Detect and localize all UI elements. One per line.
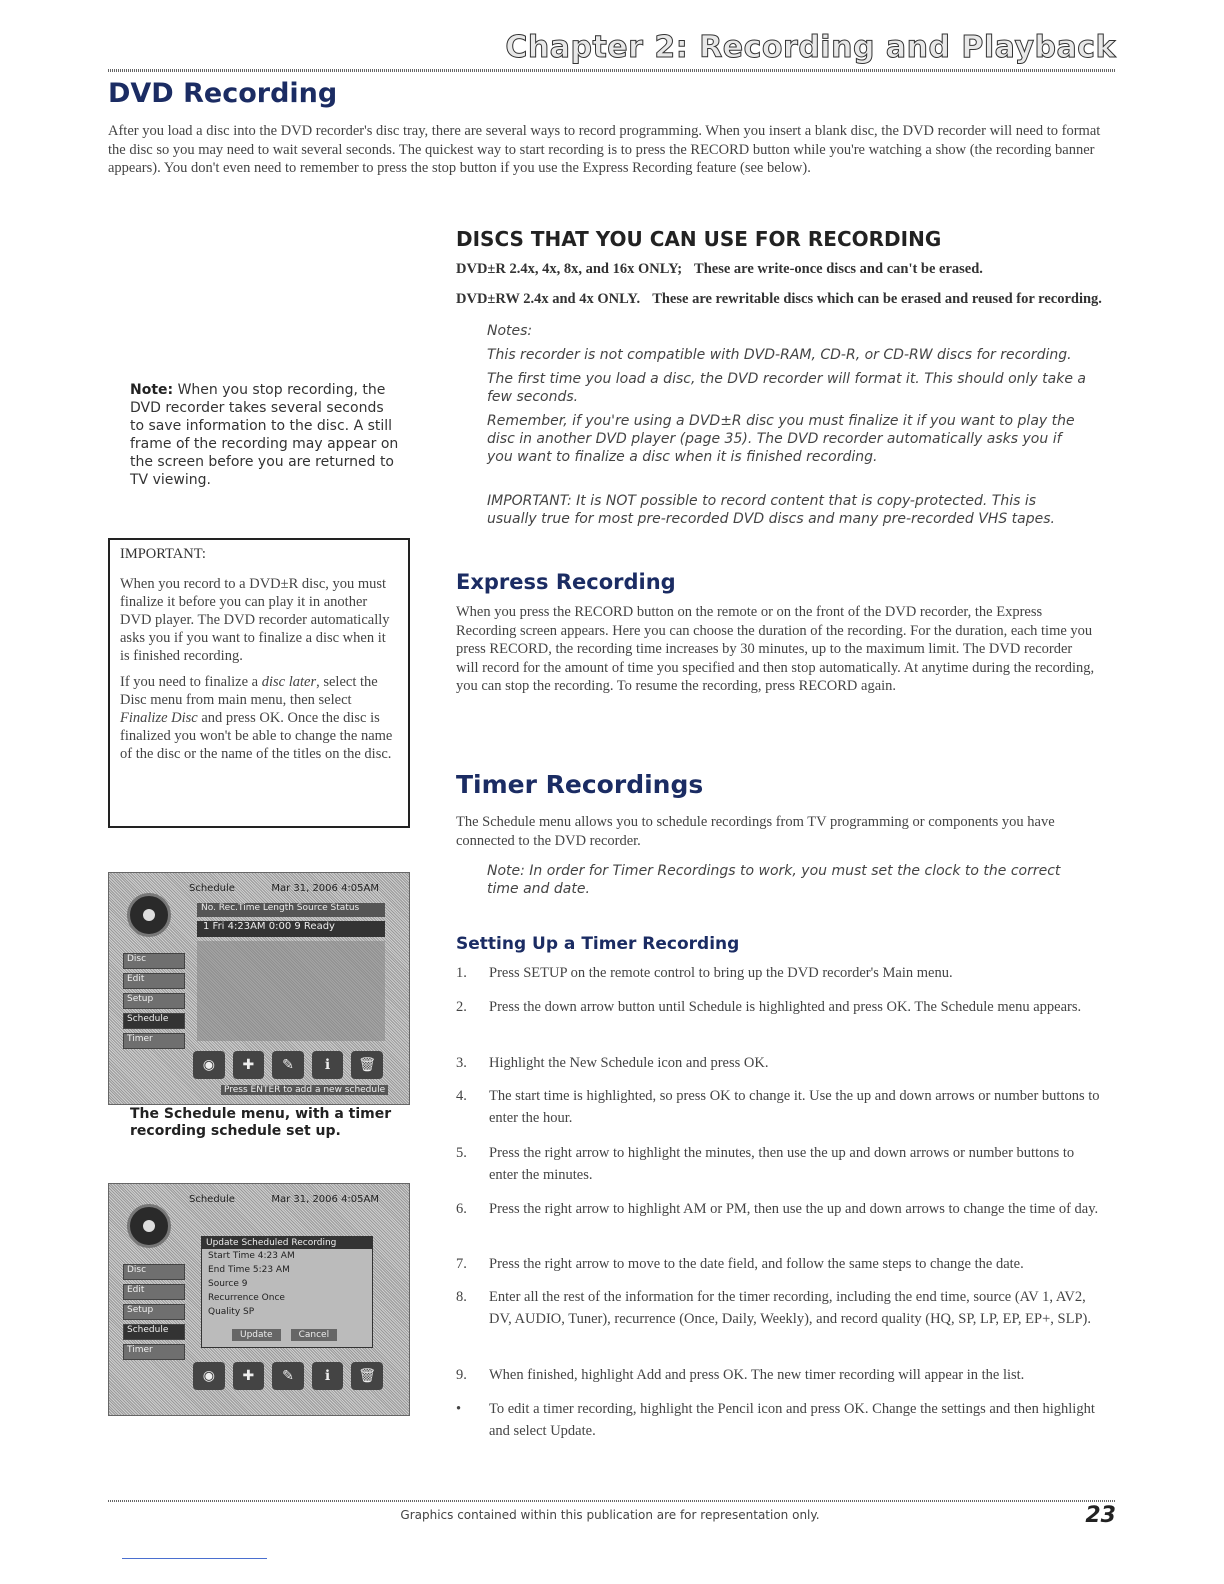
note-item: The first time you load a disc, the DVD recorder will format it. This should only take a few seconds. [487,371,1086,405]
dialog-field: Source 9 [208,1279,248,1289]
menu-item: Setup [123,1304,185,1320]
step-item: 1. Press SETUP on the remote control to bring up the DVD recorder's Main menu. [456,965,953,981]
note-important: IMPORTANT: It is NOT possible to record content that is copy-protected. This is usually true for most pre-recorded DVD discs and many pre-recorded VHS tapes. [487,493,1055,527]
screen-icon-bar [193,1362,383,1390]
step-item: 2. Press the down arrow button until Schedule is highlighted and press OK. The Schedule menu appears. [456,999,1082,1015]
discs-heading: DISCS THAT YOU CAN USE FOR RECORDING [456,227,942,251]
schedule-list-area [197,941,385,1041]
info-icon: ℹ [312,1051,344,1079]
disc-icon [127,1204,171,1248]
header-rule [108,69,1116,72]
menu-item: Timer [123,1033,185,1049]
trash-icon: 🗑 [351,1362,383,1390]
step-item: 9. When finished, highlight Add and press OK. The new timer recording will appear in the list. [456,1367,1025,1383]
note-text: When you stop recording, the DVD recorder takes several seconds to save information to the disc. A still frame of the recording may appear on the screen before you are returned to TV viewing. [130,382,399,488]
menu-item-selected: Schedule [123,1324,185,1340]
important-title: IMPORTANT: [120,546,206,562]
menu-item: Disc [123,953,185,969]
timer-recordings-body: The Schedule menu allows you to schedule recordings from TV programming or components you have connected to the DVD recorder. [456,814,1055,849]
schedule-column-headers: No. Rec.Time Length Source Status [197,903,385,917]
step-item: 3. Highlight the New Schedule icon and press OK. [456,1055,769,1071]
menu-item: Disc [123,1264,185,1280]
screen-icon-bar [193,1051,383,1079]
important-box [108,538,410,828]
important-paragraph-2: If you need to finalize a disc later, select the Disc menu from main menu, then select Finalize Disc and press OK. Once the disc is finalized you won't be able to change the name of the disc or the name of the titles on the disc. [120,674,393,762]
step-item: 7. Press the right arrow to move to the date field, and follow the same steps to change the date. [456,1256,1024,1272]
step-item: 5. Press the right arrow to highlight the minutes, then use the up and down arrows or number buttons to enter the minutes. [456,1145,1075,1183]
dialog-field: Start Time 4:23 AM [208,1251,295,1261]
sidebar-note [130,381,400,489]
step-item: 4. The start time is highlighted, so press OK to change it. Use the up and down arrows or number buttons to enter the hour. [456,1088,1100,1126]
bottom-rule [122,1558,267,1559]
disc-small-icon: ◉ [193,1362,225,1390]
note-item: This recorder is not compatible with DVD-RAM, CD-R, or CD-RW discs for recording. [487,347,1072,363]
screenshot-caption: The Schedule menu, with a timer recording schedule set up. [130,1106,392,1139]
disc-icon [127,893,171,937]
menu-item: Setup [123,993,185,1009]
screen-date: Mar 31, 2006 4:05AM [271,883,379,894]
bullet-item: • To edit a timer recording, highlight the Pencil icon and press OK. Change the settings and then highlight and select Update. [456,1401,1095,1439]
footer-disclaimer: Graphics contained within this publication are for representation only. [400,1508,820,1522]
note-label: Note: [130,382,174,398]
new-schedule-icon: ✚ [233,1362,265,1390]
footer-rule [108,1500,1116,1502]
screen-side-menu [123,1264,185,1364]
menu-item: Edit [123,1284,185,1300]
dialog-field: Quality SP [208,1307,255,1317]
screen-title: Schedule [189,1194,235,1205]
menu-item: Edit [123,973,185,989]
setup-timer-heading: Setting Up a Timer Recording [456,934,740,954]
menu-item-selected: Schedule [123,1013,185,1029]
update-schedule-screenshot [108,1183,410,1416]
disc-type-r: DVD±R 2.4x, 4x, 8x, and 16x ONLY; These are write-once discs and can't be erased. [456,261,983,277]
section-title-dvd-recording: DVD Recording [108,78,338,109]
screen-title: Schedule [189,883,235,894]
update-dialog [201,1236,373,1348]
intro-paragraph: After you load a disc into the DVD recorder's disc tray, there are several ways to record programming. When you insert a blank disc, the DVD recorder will need to format the disc so you may need to wait several seconds. The quickest way to start recording is to press the RECORD button while you're watching a show (the recording banner appears). You don't even need to remember to press the stop button if you use the Express Recording feature (see below). [108,123,1101,176]
disc-small-icon: ◉ [193,1051,225,1079]
schedule-row: 1 Fri 4:23AM 0:00 9 Ready [197,921,385,937]
step-item: 8. Enter all the rest of the information for the timer recording, including the end time, source (AV 1, AV2, DV, AUDIO, Tuner), recurrence (Once, Daily, Weekly), and record quality (HQ, SP, LP, EP, EP+, SLP). [456,1289,1091,1327]
dialog-buttons [232,1329,337,1341]
screen-hint: Press ENTER to add a new schedule [221,1085,388,1095]
new-schedule-icon: ✚ [233,1051,265,1079]
chapter-title: Chapter 2: Recording and Playback [505,30,1116,65]
notes-label: Notes: [487,323,533,339]
menu-item: Timer [123,1344,185,1360]
screen-date: Mar 31, 2006 4:05AM [271,1194,379,1205]
trash-icon: 🗑 [351,1051,383,1079]
express-recording-heading: Express Recording [456,570,676,594]
dialog-title: Update Scheduled Recording [202,1237,372,1249]
info-icon: ℹ [312,1362,344,1390]
cancel-button: Cancel [291,1329,338,1341]
update-button: Update [232,1329,281,1341]
dialog-field: Recurrence Once [208,1293,285,1303]
step-item: 6. Press the right arrow to highlight AM or PM, then use the up and down arrows to change the time of day. [456,1201,1099,1217]
dialog-field: End Time 5:23 AM [208,1265,290,1275]
express-recording-body: When you press the RECORD button on the remote or on the front of the DVD recorder, the Express Recording screen appears. Here you can choose the duration of the recording. For the duration, each time you press RECORD, the recording time increases by 30 minutes, up to the maximum limit. The DVD recorder will record for the amount of time you specified and then stop automatically. At anytime during the recording, you can stop the recording. To resume the recording, press RECORD again. [456,604,1095,694]
pencil-icon: ✎ [272,1362,304,1390]
timer-recordings-heading: Timer Recordings [456,770,704,799]
note-item: Remember, if you're using a DVD±R disc you must finalize it if you want to play the disc in another DVD player (page 35). The DVD recorder automatically asks you if you want to finalize a disc when it is finished recording. [487,413,1075,465]
timer-note: Note: In order for Timer Recordings to work, you must set the clock to the correct time and date. [487,863,1061,897]
schedule-menu-screenshot [108,872,410,1105]
important-paragraph-1: When you record to a DVD±R disc, you must finalize it before you can play it in another DVD player. The DVD recorder automatically asks you if you want to finalize a disc when it is finished recording. [120,576,390,664]
disc-type-rw: DVD±RW 2.4x and 4x ONLY. These are rewritable discs which can be erased and reused for recording. [456,291,1102,307]
page-number: 23 [1085,1503,1116,1528]
screen-side-menu [123,953,185,1053]
pencil-icon: ✎ [272,1051,304,1079]
